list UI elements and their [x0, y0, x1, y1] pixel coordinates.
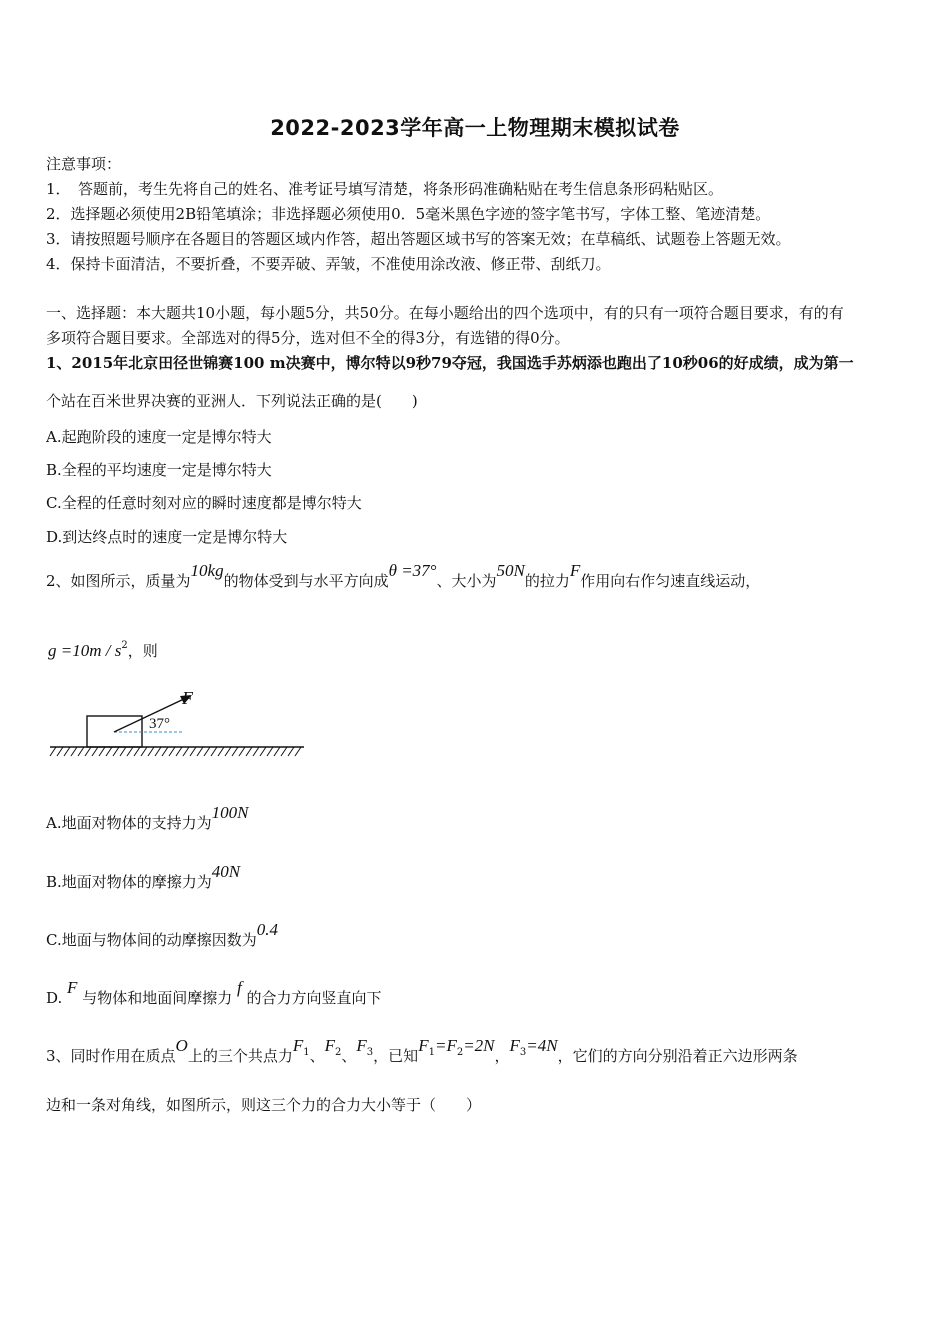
hatch-mark: [78, 747, 84, 756]
hatch-mark: [92, 747, 98, 756]
hatch-mark: [57, 747, 63, 756]
hatch-mark: [281, 747, 287, 756]
q2-gravity-exponent: 2: [121, 640, 128, 651]
hatch-mark: [218, 747, 224, 756]
q2-option-d: [46, 978, 382, 1008]
notice-item-2: 2．选择题必须使用2B铅笔填涂；非选择题必须使用0．5毫米黑色字迹的签字笔书写，字体工整、笔迹清楚。: [46, 205, 771, 223]
q3-text: ，已知: [373, 1047, 419, 1065]
hatch-mark: [141, 747, 147, 756]
q3-comma: ，: [494, 1047, 510, 1065]
q3-f1: F: [292, 1036, 304, 1055]
q2-option-d-text: 的合力方向竖直向下: [246, 989, 382, 1007]
q3-eq-f1-sub: 1: [428, 1047, 435, 1058]
hatch-mark: [134, 747, 140, 756]
q3-stem-line-1: [46, 1036, 798, 1068]
notice-item-1: 1． 答题前，考生先将自己的姓名、准考证号填写清楚，将条形码准确粘贴在考生信息条形码粘贴区。: [46, 180, 724, 198]
q1-option-c: C.全程的任意时刻对应的瞬时速度都是博尔特大: [46, 494, 362, 512]
hatch-mark: [246, 747, 252, 756]
q3-eq-f1: F: [418, 1036, 429, 1055]
hatch-mark: [162, 747, 168, 756]
hatch-mark: [253, 747, 259, 756]
hatch-mark: [99, 747, 105, 756]
q3-eq-value-2: =4N: [526, 1036, 558, 1055]
q1-stem-line-1: 1、2015年北京田径世锦赛100 m决赛中，博尔特以9秒79夺冠，我国选手苏炳添也跑出了10秒06的好成绩，成为第一: [46, 354, 854, 372]
q2-option-b: [46, 862, 241, 892]
hatch-mark: [204, 747, 210, 756]
section-heading-line-1: 一、选择题：本大题共10小题，每小题5分，共50分。在每小题给出的四个选项中，有的只有一项符合题目要求，有的有: [46, 304, 844, 322]
hatch-mark: [64, 747, 70, 756]
q2-text: 的拉力: [524, 572, 570, 590]
q3-f1-sub: 1: [303, 1047, 310, 1058]
q3-point-o: O: [175, 1036, 188, 1055]
q3-eq-f3: F: [509, 1036, 520, 1055]
hatch-mark: [106, 747, 112, 756]
hatch-mark: [295, 747, 301, 756]
q2-angle: θ =37°: [388, 561, 437, 580]
ground-hatching: [50, 747, 301, 756]
q2-force-symbol: F: [569, 561, 581, 580]
hatch-mark: [50, 747, 56, 756]
hatch-mark: [85, 747, 91, 756]
q2-text: 作用向右作匀速直线运动，: [580, 572, 761, 590]
q2-figure: [46, 686, 308, 762]
q2-option-a-text: A.地面对物体的支持力为: [46, 814, 212, 832]
notice-heading: 注意事项：: [46, 155, 122, 173]
q1-option-a: A.起跑阶段的速度一定是博尔特大: [46, 428, 272, 446]
hatch-mark: [274, 747, 280, 756]
hatch-mark: [113, 747, 119, 756]
q1-option-d: D.到达终点时的速度一定是博尔特大: [46, 528, 288, 546]
hatch-mark: [267, 747, 273, 756]
q3-text: 3、同时作用在质点: [46, 1047, 176, 1065]
hatch-mark: [260, 747, 266, 756]
q3-text: 上的三个共点力: [187, 1047, 293, 1065]
q2-mass: 10kg: [190, 561, 224, 580]
q2-option-c: [46, 920, 278, 950]
q2-force-magnitude: 50N: [496, 561, 525, 580]
q3-stem-line-2: 边和一条对角线，如图所示，则这三个力的合力大小等于（ ）: [46, 1096, 482, 1114]
q2-option-b-value: 40N: [211, 862, 241, 881]
q2-option-d-text: D.: [46, 989, 63, 1007]
hatch-mark: [127, 747, 133, 756]
q2-option-a-value: 100N: [211, 803, 249, 822]
q3-f3-sub: 3: [366, 1047, 374, 1058]
hatch-mark: [239, 747, 245, 756]
hatch-mark: [232, 747, 238, 756]
q2-option-c-value: 0.4: [256, 920, 278, 939]
q2-option-a: [46, 803, 249, 833]
q2-text: ，则: [127, 642, 158, 660]
q3-sep: 、: [341, 1047, 357, 1065]
q3-f2-sub: 2: [335, 1047, 342, 1058]
q2-stem-line-1: [46, 561, 761, 591]
q3-eq-f2-sub: 2: [456, 1047, 464, 1058]
hatch-mark: [71, 747, 77, 756]
page-title: 2022-2023学年高一上物理期末模拟试卷: [270, 116, 680, 140]
q2-option-d-text: 与物体和地面间摩擦力: [82, 989, 233, 1007]
hatch-mark: [190, 747, 196, 756]
q3-sep: 、: [309, 1047, 325, 1065]
hatch-mark: [148, 747, 154, 756]
force-label: F: [182, 688, 193, 708]
q3-eq-f3-sub: 3: [519, 1047, 527, 1058]
q3-equation-2: [509, 1036, 558, 1058]
hatch-mark: [225, 747, 231, 756]
q2-gravity: g =10m / s: [48, 641, 122, 660]
q2-option-c-text: C.地面与物体间的动摩擦因数为: [46, 931, 257, 949]
hatch-mark: [176, 747, 182, 756]
angle-label: 37°: [149, 716, 170, 732]
notice-item-4: 4．保持卡面清洁，不要折叠，不要弄破、弄皱，不准使用涂改液、修正带、刮纸刀。: [46, 255, 611, 273]
q2-option-b-text: B.地面对物体的摩擦力为: [46, 873, 212, 891]
q3-eq-sign: =: [434, 1036, 447, 1055]
q2-text: 2、如图所示，质量为: [46, 572, 191, 590]
hatch-mark: [155, 747, 161, 756]
section-heading-line-2: 多项符合题目要求。全部选对的得5分，选对但不全的得3分，有选错的得0分。: [46, 329, 570, 347]
hatch-mark: [288, 747, 294, 756]
hatch-mark: [211, 747, 217, 756]
q2-text: 、大小为: [436, 572, 497, 590]
q3-equation-1: [418, 1036, 495, 1058]
q3-f2: F: [324, 1036, 336, 1055]
q2-stem-line-2: [48, 640, 158, 661]
q2-option-d-force: F: [67, 978, 78, 997]
q3-eq-value-1: =2N: [463, 1036, 495, 1055]
q3-f3: F: [356, 1036, 367, 1055]
q3-text: ，它们的方向分别沿着正六边形两条: [557, 1047, 798, 1065]
q2-text: 的物体受到与水平方向成: [223, 572, 389, 590]
hatch-mark: [120, 747, 126, 756]
hatch-mark: [183, 747, 189, 756]
q1-option-b: B.全程的平均速度一定是博尔特大: [46, 461, 272, 479]
q1-stem-line-2: 个站在百米世界决赛的亚洲人．下列说法正确的是( ): [46, 392, 418, 410]
q3-eq-f2: F: [446, 1036, 457, 1055]
hatch-mark: [197, 747, 203, 756]
notice-item-3: 3．请按照题号顺序在各题目的答题区域内作答，超出答题区域书写的答案无效；在草稿纸、试题卷上答题无效。: [46, 230, 791, 248]
hatch-mark: [169, 747, 175, 756]
q2-option-d-friction: f: [237, 978, 242, 997]
